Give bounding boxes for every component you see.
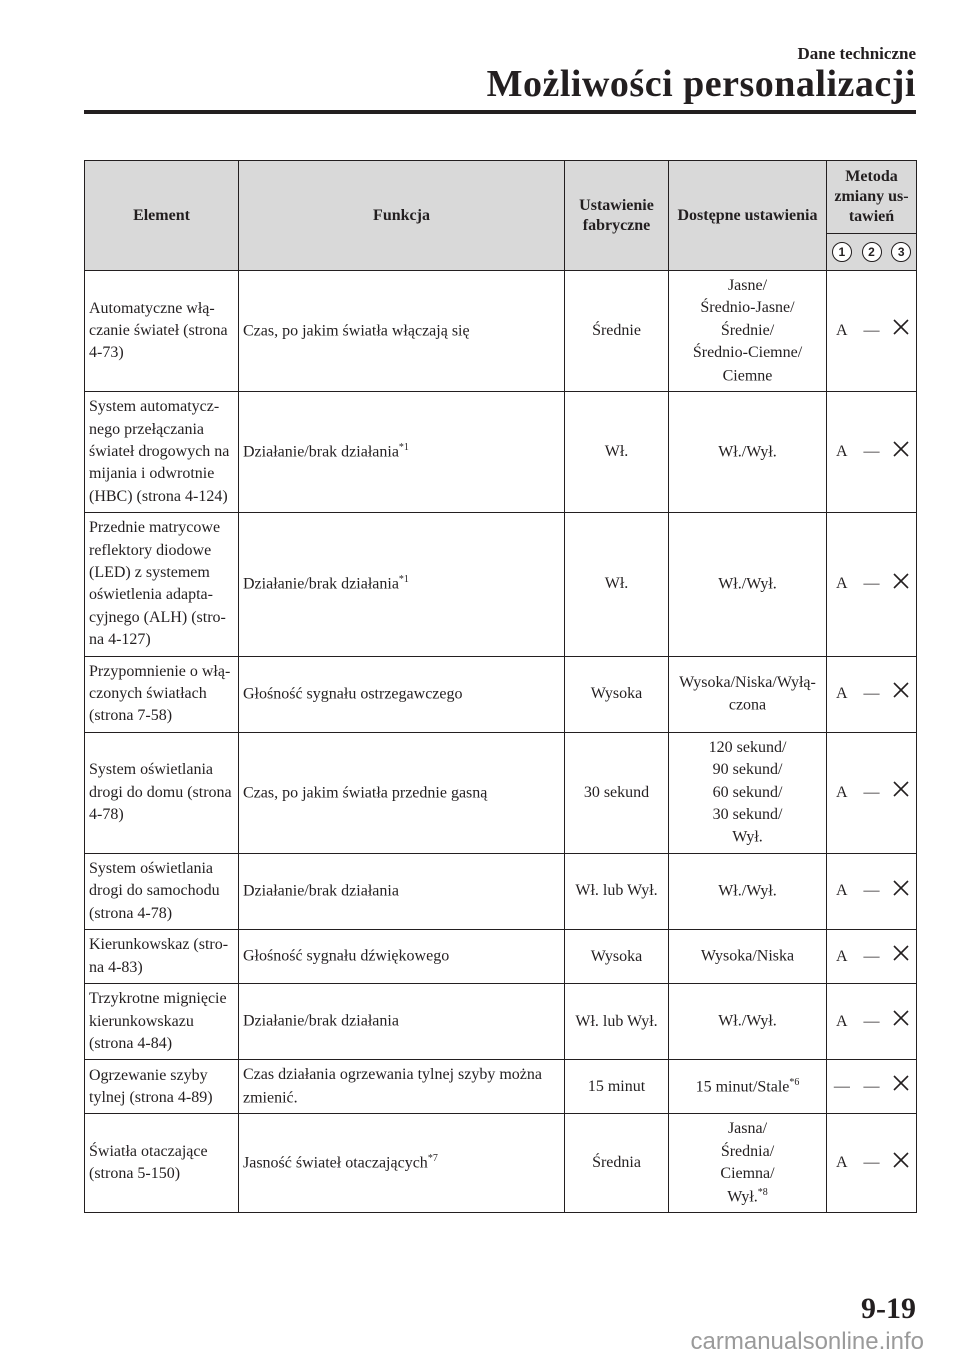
cell-options xyxy=(669,732,827,853)
method-m1-value: A xyxy=(836,575,848,593)
table-row xyxy=(85,656,917,732)
function-text: Głośność sygnału dźwiękowego xyxy=(243,947,450,965)
cell-default: 30 sekund xyxy=(565,732,669,853)
method-m1-value: A xyxy=(836,947,848,965)
cell-options xyxy=(669,271,827,392)
table-row xyxy=(85,1060,917,1114)
table-row xyxy=(85,513,917,656)
options-text: 15 minut/Stale xyxy=(695,1077,790,1095)
cell-function xyxy=(239,1060,565,1114)
x-icon xyxy=(890,878,912,905)
x-icon xyxy=(890,1150,912,1177)
table-row xyxy=(85,984,917,1060)
personalization-table xyxy=(84,160,917,1213)
col-header-default: Ustawienie fabryczne xyxy=(565,161,669,271)
options-text: Wysoka/Niska xyxy=(700,947,795,965)
method-subheader xyxy=(827,234,917,271)
table-row xyxy=(85,732,917,853)
cell-function xyxy=(239,513,565,656)
cell-options xyxy=(669,1114,827,1213)
options-text: Wł./Wył. xyxy=(718,575,777,593)
cell-method xyxy=(827,1060,917,1114)
function-text: Działanie/brak działania xyxy=(243,575,399,593)
cell-element: System automatycz- nego przełączania świateł drogowych na mijania i odwrotnie (HBC) (strona 4-124) xyxy=(85,392,239,513)
options-text: Jasna/ Średnia/ Ciemna/ Wył. xyxy=(720,1120,775,1205)
options-text: Wł./Wył. xyxy=(718,443,777,461)
cell-default: Średnia xyxy=(565,1114,669,1213)
cell-options xyxy=(669,513,827,656)
cell-default: Wł. xyxy=(565,513,669,656)
cell-element: Automatyczne włą- czanie świateł (strona 4-73) xyxy=(85,271,239,392)
method-m1-value: A xyxy=(836,684,848,702)
cell-default: Wł. lub Wył. xyxy=(565,984,669,1060)
method-number-3: 3 xyxy=(891,242,911,262)
cell-method xyxy=(827,392,917,513)
options-text: Jasne/ Średnio-Jasne/ Średnie/ Średnio-Ciemne/ Ciemne xyxy=(692,277,803,384)
cell-element: Kierunkowskaz (stro- na 4-83) xyxy=(85,930,239,984)
x-icon xyxy=(890,680,912,707)
page-number: 9-19 xyxy=(861,1292,916,1325)
cell-method xyxy=(827,930,917,984)
page-title: Możliwości personalizacji xyxy=(486,63,916,105)
options-footnote-ref: *8 xyxy=(757,1186,768,1198)
cell-element: Przypomnienie o włą- czonych światłach (strona 7-58) xyxy=(85,656,239,732)
method-m2-value: — xyxy=(863,1077,880,1095)
cell-default: Wysoka xyxy=(565,656,669,732)
cell-function xyxy=(239,732,565,853)
method-m1-value: A xyxy=(836,321,848,339)
x-icon xyxy=(890,1008,912,1035)
cell-method xyxy=(827,984,917,1060)
cell-options xyxy=(669,1060,827,1114)
method-m2-value: — xyxy=(863,1012,880,1030)
cell-options xyxy=(669,656,827,732)
x-icon xyxy=(890,571,912,598)
cell-function xyxy=(239,984,565,1060)
method-m1-value: — xyxy=(833,1077,850,1095)
cell-method xyxy=(827,656,917,732)
method-m1-value: A xyxy=(836,783,848,801)
table-row xyxy=(85,271,917,392)
cell-function xyxy=(239,930,565,984)
cell-default: Wł. xyxy=(565,392,669,513)
cell-function xyxy=(239,656,565,732)
col-header-options: Dostępne ustawienia xyxy=(669,161,827,271)
col-header-method: Metoda zmiany us- tawień xyxy=(827,161,917,234)
method-m2-value: — xyxy=(863,1154,880,1172)
x-icon xyxy=(890,779,912,806)
method-m1-value: A xyxy=(836,1012,848,1030)
cell-function xyxy=(239,392,565,513)
method-m2-value: — xyxy=(863,783,880,801)
function-footnote-ref: *7 xyxy=(427,1153,438,1165)
cell-function xyxy=(239,854,565,930)
table-row xyxy=(85,1114,917,1213)
method-m2-value: — xyxy=(863,947,880,965)
cell-default: Średnie xyxy=(565,271,669,392)
cell-options xyxy=(669,854,827,930)
function-text: Jasność świateł otaczających xyxy=(243,1154,428,1172)
cell-function xyxy=(239,1114,565,1213)
function-text: Czas działania ogrzewania tylnej szyby można zmienić. xyxy=(243,1066,542,1107)
x-icon xyxy=(890,1073,912,1100)
options-text: Wł./Wył. xyxy=(718,882,777,900)
table-row xyxy=(85,392,917,513)
function-text: Działanie/brak działania xyxy=(243,1012,399,1030)
cell-element: Światła otaczające (strona 5-150) xyxy=(85,1114,239,1213)
method-m1-value: A xyxy=(836,882,848,900)
cell-options xyxy=(669,392,827,513)
method-m2-value: — xyxy=(863,882,880,900)
x-icon xyxy=(890,317,912,344)
cell-method xyxy=(827,1114,917,1213)
method-m2-value: — xyxy=(863,321,880,339)
table-row xyxy=(85,930,917,984)
cell-options xyxy=(669,984,827,1060)
method-m2-value: — xyxy=(863,443,880,461)
cell-element: Trzykrotne mignięcie kierunkowskazu (strona 4-84) xyxy=(85,984,239,1060)
options-text: 120 sekund/ 90 sekund/ 60 sekund/ 30 sekund/ Wył. xyxy=(708,738,787,846)
cell-function xyxy=(239,271,565,392)
cell-options xyxy=(669,930,827,984)
method-m2-value: — xyxy=(863,575,880,593)
cell-default: 15 minut xyxy=(565,1060,669,1114)
function-text: Czas, po jakim światła włączają się xyxy=(243,322,470,340)
x-icon xyxy=(890,943,912,970)
header-rule xyxy=(84,110,916,114)
options-footnote-ref: *6 xyxy=(789,1076,800,1088)
table-row xyxy=(85,854,917,930)
cell-element: System oświetlania drogi do domu (strona 4-78) xyxy=(85,732,239,853)
method-m1-value: A xyxy=(836,1154,848,1172)
col-header-function: Funkcja xyxy=(239,161,565,271)
cell-element: Ogrzewanie szyby tylnej (strona 4-89) xyxy=(85,1060,239,1114)
function-text: Działanie/brak działania xyxy=(243,882,399,900)
method-m1-value: A xyxy=(836,443,848,461)
cell-method xyxy=(827,854,917,930)
cell-method xyxy=(827,732,917,853)
method-m2-value: — xyxy=(863,684,880,702)
method-number-2: 2 xyxy=(862,242,882,262)
col-header-element: Element xyxy=(85,161,239,271)
function-footnote-ref: *1 xyxy=(398,441,409,453)
cell-default: Wysoka xyxy=(565,930,669,984)
cell-element: System oświetlania drogi do samochodu (strona 4-78) xyxy=(85,854,239,930)
x-icon xyxy=(890,439,912,466)
cell-element: Przednie matrycowe reflektory diodowe (LED) z systemem oświetlenia adapta- cyjnego (ALH) (stro- na 4-127) xyxy=(85,513,239,656)
method-number-1: 1 xyxy=(832,242,852,262)
cell-method xyxy=(827,271,917,392)
function-text: Głośność sygnału ostrzegawczego xyxy=(243,685,463,703)
section-label: Dane techniczne xyxy=(797,44,916,63)
cell-default: Wł. lub Wył. xyxy=(565,854,669,930)
watermark: carmanualsonline.info xyxy=(690,1328,924,1355)
function-text: Działanie/brak działania xyxy=(243,443,399,461)
options-text: Wł./Wył. xyxy=(718,1012,777,1030)
function-text: Czas, po jakim światła przednie gasną xyxy=(243,783,488,801)
cell-method xyxy=(827,513,917,656)
function-footnote-ref: *1 xyxy=(398,574,409,586)
options-text: Wysoka/Niska/Wyłą- czona xyxy=(679,673,816,714)
